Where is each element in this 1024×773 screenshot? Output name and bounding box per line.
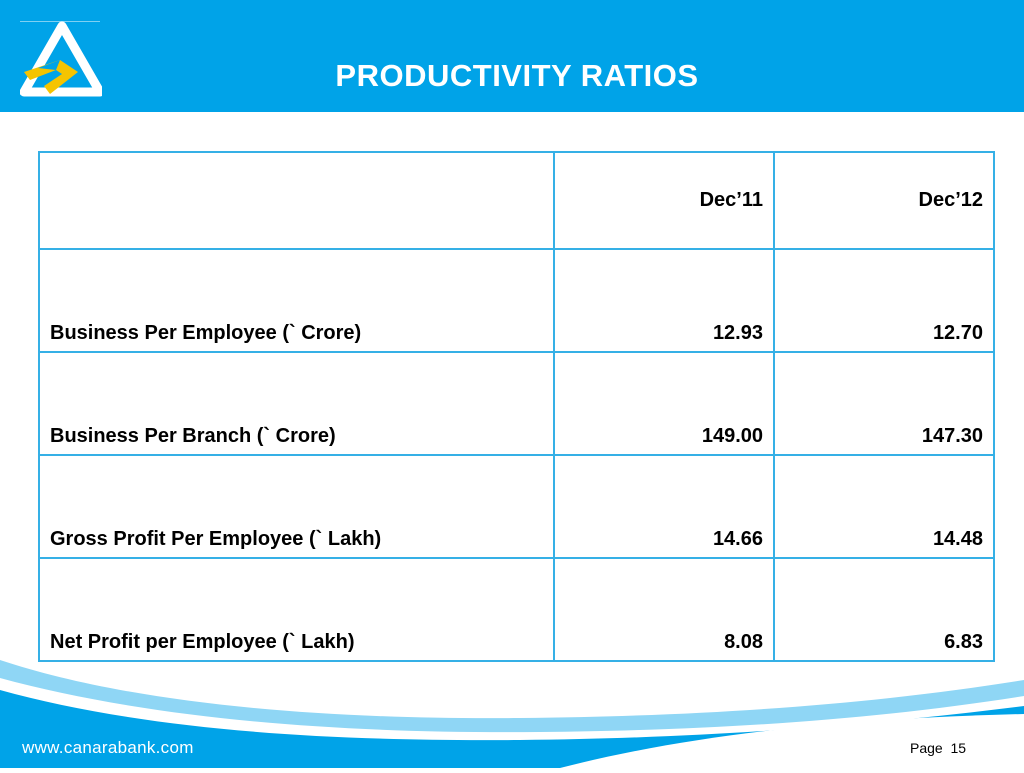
cell-dec11: 8.08 [554,558,774,661]
row-label: Business Per Branch (` Crore) [39,352,554,455]
header-bar [0,0,1024,112]
table-row [39,558,994,661]
header-cell-empty [39,152,554,249]
cell-dec11: 14.66 [554,455,774,558]
header-cell-dec11: Dec’11 [554,152,774,249]
cell-dec12: 6.83 [774,558,994,661]
slide-title: PRODUCTIVITY RATIOS [335,58,699,93]
row-label: Business Per Employee (` Crore) [39,249,554,352]
table-row [39,249,994,352]
table-row [39,455,994,558]
table-row [39,352,994,455]
page-number [910,740,966,756]
row-label: Gross Profit Per Employee (` Lakh) [39,455,554,558]
cell-dec11: 149.00 [554,352,774,455]
footer-url: www.canarabank.com [22,738,194,757]
cell-dec12: 147.30 [774,352,994,455]
row-label: Net Profit per Employee (` Lakh) [39,558,554,661]
page-number-value: 15 [950,740,967,756]
cell-dec12: 12.70 [774,249,994,352]
cell-dec12: 14.48 [774,455,994,558]
productivity-table [38,151,993,662]
header-cell-dec12: Dec’12 [774,152,994,249]
table-header-row [39,152,994,249]
cell-dec11: 12.93 [554,249,774,352]
page-label: Page [910,740,943,756]
